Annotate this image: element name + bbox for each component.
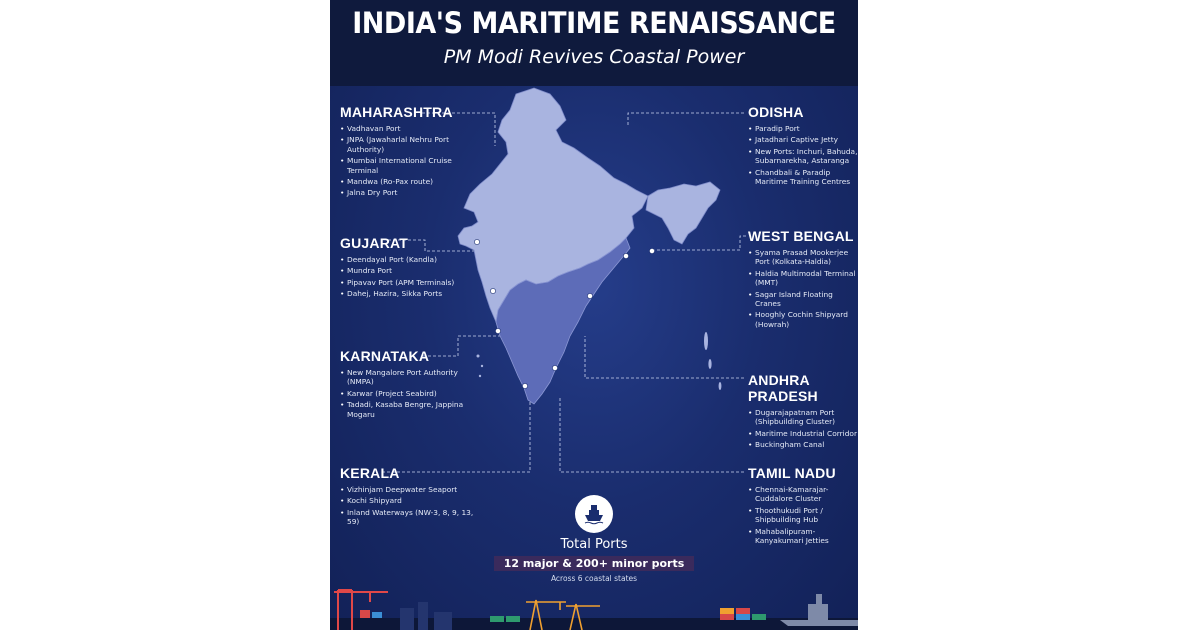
state-maharashtra [340,104,485,200]
state-name: KARNATAKA [340,348,430,364]
port-item: • Maritime Industrial Corridor [748,429,858,438]
port-item: • Thoothukudi Port / Shipbuilding Hub [748,506,858,525]
state-name: ANDHRA PRADESH [748,372,818,404]
port-item: • Hooghly Cochin Shipyard (Howrah) [748,310,858,329]
port-skyline-illustration [330,580,858,630]
port-item: • JNPA (Jawaharlal Nehru Port Authority) [340,135,485,154]
state-name: KERALA [340,465,400,481]
port-marker-odisha [623,253,628,258]
port-item: • Karwar (Project Seabird) [340,389,485,398]
port-item: • Dugarajapatnam Port (Shipbuilding Cluster) [748,408,858,427]
port-item: • New Mangalore Port Authority (NMPA) [340,368,485,387]
port-item: • Paradip Port [748,124,858,133]
port-marker-karnataka [495,328,500,333]
port-item: • Mandwa (Ro-Pax route) [340,177,485,186]
port-marker-andhra [587,293,592,298]
ship-icon [575,495,613,533]
port-marker-west-bengal [649,248,654,253]
port-item: • Pipavav Port (APM Terminals) [340,278,485,287]
port-item: • Kochi Shipyard [340,496,485,505]
state-karnataka [340,348,485,421]
map-northeast-region [646,182,720,244]
port-item: • Chandbali & Paradip Maritime Training Centres [748,168,858,187]
connector-andhra [585,336,744,378]
connector-odisha [628,113,744,126]
port-item: • Deendayal Port (Kandla) [340,255,485,264]
page-title: INDIA'S MARITIME RENAISSANCE [352,6,836,40]
port-item: • Syama Prasad Mookerjee Port (Kolkata-Haldia) [748,248,858,267]
state-name: GUJARAT [340,235,409,251]
port-item: • Tadadi, Kasaba Bengre, Jappina Mogaru [340,400,485,419]
infographic-poster [330,0,858,630]
state-name: TAMIL NADU [748,465,836,481]
port-marker-tamilnadu [552,365,557,370]
port-item: • Dahej, Hazira, Sikka Ports [340,289,485,298]
port-item: • Chennai-Kamarajar-Cuddalore Cluster [748,485,858,504]
totals-highlight: 12 major & 200+ minor ports [494,556,695,571]
port-item: • Inland Waterways (NW-3, 8, 9, 13, 59) [340,508,485,527]
state-name: WEST BENGAL [748,228,854,244]
port-item: • Mumbai International Cruise Terminal [340,156,485,175]
port-item: • Jatadhari Captive Jetty [748,135,858,144]
port-item: • Vizhinjam Deepwater Seaport [340,485,485,494]
port-item: • Haldia Multimodal Terminal (MMT) [748,269,858,288]
connector-tamilnadu [560,396,744,472]
port-marker-kerala [522,383,527,388]
port-item: • New Ports: Inchuri, Bahuda, Subarnarekha, Astaranga [748,147,858,166]
totals-block [330,495,858,583]
state-odisha [748,104,858,188]
state-name: ODISHA [748,104,804,120]
totals-title: Total Ports [560,537,628,552]
port-item: • Mahabalipuram-Kanyakumari Jetties [748,527,858,546]
state-name: MAHARASHTRA [340,104,453,120]
page-subtitle: PM Modi Revives Coastal Power [443,46,745,68]
port-item: • Buckingham Canal [748,440,858,449]
port-marker-maharashtra [490,288,495,293]
state-west-bengal [748,228,858,331]
container-stack [720,608,766,620]
totals-subtitle: Across 6 coastal states [550,574,638,583]
port-item: • Jalna Dry Port [340,188,485,197]
port-item: • Sagar Island Floating Cranes [748,290,858,309]
navy-ship-icon [780,594,858,626]
connector-west-bengal [654,236,746,250]
state-andhra-pradesh [748,372,858,452]
state-gujarat [340,235,485,301]
port-item: • Mundra Port [340,266,485,275]
andaman-islands [704,332,721,390]
port-item: • Vadhavan Port [340,124,485,133]
